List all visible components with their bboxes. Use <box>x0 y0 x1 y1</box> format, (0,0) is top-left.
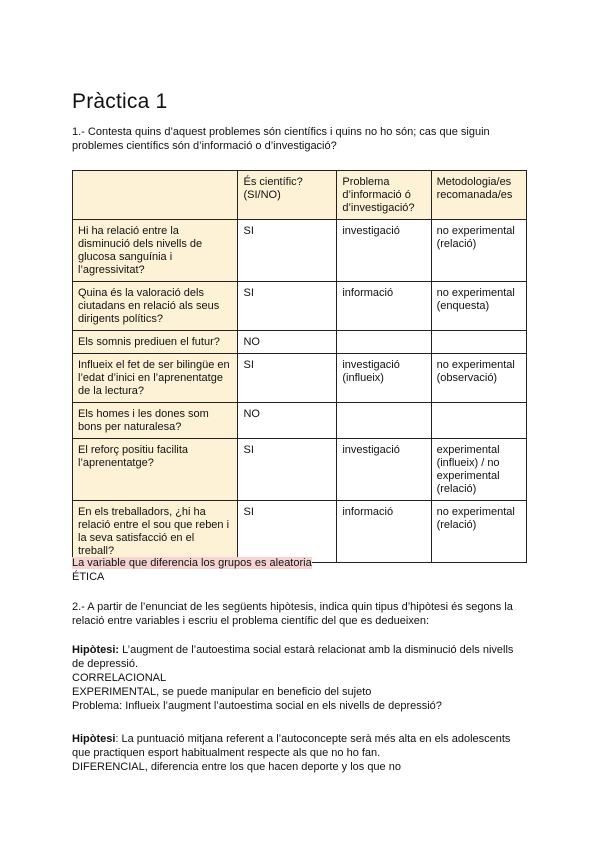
page-title: Pràctica 1 <box>72 90 168 113</box>
scientific-cell: NO <box>238 331 337 354</box>
scientific-cell: SI <box>238 501 337 563</box>
problem-cell: Influeix el fet de ser bilingüe en l’edat d’inici en l’aprenentatge de la lectura? <box>73 354 238 403</box>
methodology-cell <box>431 331 526 354</box>
methodology-cell: no experimental (relació) <box>431 501 526 563</box>
header-scientific: És científic? (SI/NO) <box>238 171 337 220</box>
hypothesis-2-label: Hipòtesi <box>72 733 116 745</box>
table-row <box>73 331 527 354</box>
scientific-cell: SI <box>238 220 337 282</box>
problem-cell: Els somnis prediuen el futur? <box>73 331 238 354</box>
header-problem <box>73 171 238 220</box>
hypothesis-2-answer-1: DIFERENCIAL, diferencia entre los que hacen deporte y los que no <box>72 761 401 773</box>
type-cell <box>337 403 431 439</box>
hypothesis-2 <box>72 732 528 774</box>
hypothesis-2-statement <box>72 732 528 760</box>
table-row <box>73 501 527 563</box>
hypothesis-1 <box>72 643 528 713</box>
methodology-cell <box>431 403 526 439</box>
methodology-cell: experimental (influeix) / no experimental (relació) <box>431 439 526 501</box>
type-cell: informació <box>337 282 431 331</box>
methodology-cell: no experimental (enquesta) <box>431 282 526 331</box>
table-row <box>73 220 527 282</box>
header-methodology: Metodologia/es recomanada/es <box>431 171 526 220</box>
type-cell: informació <box>337 501 431 563</box>
problem-cell: Hi ha relació entre la disminució dels nivells de glucosa sanguínia i l’agressivitat? <box>73 220 238 282</box>
table-row <box>73 282 527 331</box>
hypothesis-1-statement <box>72 643 528 671</box>
notes <box>72 556 312 584</box>
etica-note: ÉTICA <box>72 571 105 583</box>
question-1: 1.- Contesta quins d’aquest problemes són científics i quins no ho són; cas que siguin problemes científics són d’informació o d’investigació? <box>72 126 490 152</box>
hypothesis-1-text: L’augment de l’autoestima social estarà relacionat amb la disminució dels nivells de depressió. <box>72 644 514 670</box>
type-cell: investigació (influeix) <box>337 354 431 403</box>
scientific-cell: SI <box>238 439 337 501</box>
hypothesis-1-label: Hipòtesi: <box>72 644 120 656</box>
problem-cell: En els treballadors, ¿hi ha relació entre el sou que reben i la seva satisfacció en el treball? <box>73 501 238 563</box>
hypothesis-1-answer-2: EXPERIMENTAL, se puede manipular en beneficio del sujeto <box>72 686 372 698</box>
table-header-row <box>73 171 527 220</box>
question-2-text: 2.- A partir de l’enunciat de les següents hipòtesis, indica quin tipus d’hipòtesi és segons la relació entre variables i escriu el problema científic del que es dedueixen: <box>72 601 513 627</box>
type-cell <box>337 331 431 354</box>
methodology-cell: no experimental (observació) <box>431 354 526 403</box>
methodology-cell: no experimental (relació) <box>431 220 526 282</box>
type-cell: investigació <box>337 439 431 501</box>
problem-cell: Els homes i les dones som bons per naturalesa? <box>73 403 238 439</box>
type-cell: investigació <box>337 220 431 282</box>
header-problem-type: Problema d’informació ó d’investigació? <box>337 171 431 220</box>
problem-cell: El reforç positiu facilita l’aprenentatge? <box>73 439 238 501</box>
scientific-cell: NO <box>238 403 337 439</box>
problems-table <box>72 170 527 563</box>
problem-cell: Quina és la valoració dels ciutadans en relació als seus dirigents polítics? <box>73 282 238 331</box>
table-row <box>73 439 527 501</box>
table-row <box>73 354 527 403</box>
hypothesis-1-problem: Problema: Influeix l’augment l’autoestima social en els nivells de depressió? <box>72 700 442 712</box>
hypothesis-1-answer-1: CORRELACIONAL <box>72 672 167 684</box>
scientific-cell: SI <box>238 282 337 331</box>
table-row <box>73 403 527 439</box>
hypothesis-2-text: : La puntuació mitjana referent a l’autoconcepte serà més alta en els adolescents que practiquen esport habitualment respecte als que no ho fan. <box>72 733 511 759</box>
scientific-cell: SI <box>238 354 337 403</box>
highlighted-note: La variable que diferencia los grupos es aleatoria <box>72 557 312 569</box>
question-2 <box>72 600 528 628</box>
